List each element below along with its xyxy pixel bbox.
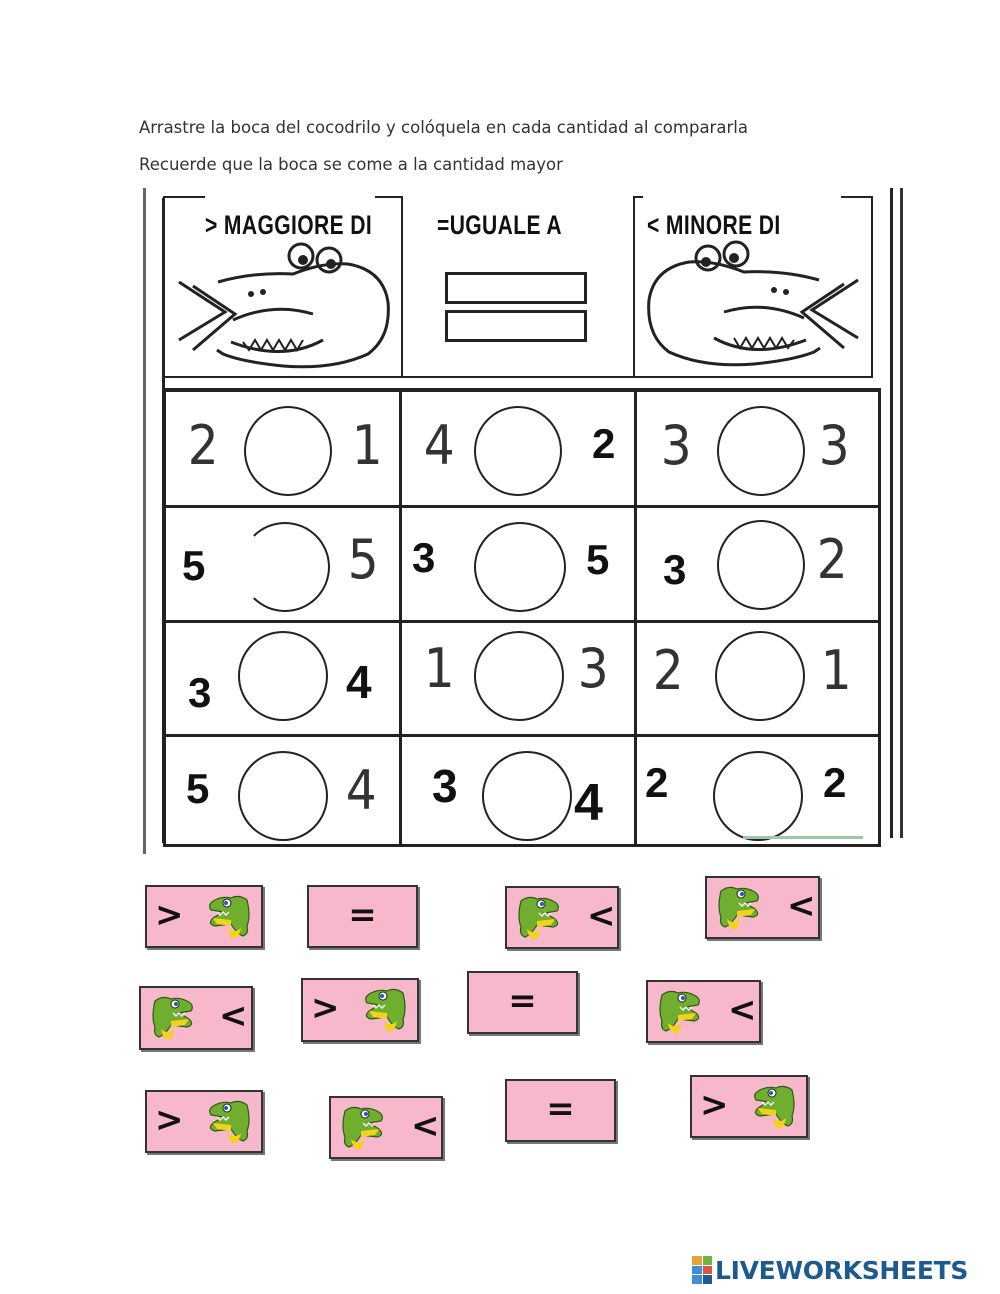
grid-underline bbox=[743, 836, 863, 839]
crocodile-icon bbox=[515, 895, 565, 941]
header-equal-label: =UGUALE A bbox=[437, 210, 563, 240]
equal-symbol: = bbox=[508, 981, 537, 1021]
greater-than-symbol: > bbox=[155, 1100, 184, 1140]
header-greater-label: > MAGGIORE DI bbox=[205, 210, 373, 240]
comparison-cell bbox=[637, 508, 875, 621]
comparison-cell bbox=[402, 623, 634, 736]
right-number: 2 bbox=[592, 420, 616, 467]
answer-drop-circle[interactable] bbox=[713, 751, 803, 841]
right-number: 2 bbox=[816, 528, 848, 591]
left-number: 2 bbox=[187, 414, 219, 477]
comparison-cell bbox=[166, 392, 399, 505]
left-number: 2 bbox=[652, 639, 684, 702]
equal-symbol: = bbox=[348, 895, 377, 935]
crocodile-icon bbox=[715, 885, 765, 931]
left-number: 3 bbox=[188, 669, 212, 716]
comparison-cell bbox=[637, 392, 875, 505]
left-number: 5 bbox=[186, 765, 210, 812]
greater-than-tile[interactable] bbox=[145, 885, 263, 948]
instruction-line-1: Arrastre la boca del cocodrilo y colóquela en cada cantidad al compararla bbox=[139, 118, 748, 137]
greater-than-symbol: > bbox=[155, 895, 184, 935]
comparison-cell bbox=[166, 623, 399, 736]
left-number: 3 bbox=[660, 414, 692, 477]
comparison-cell bbox=[166, 508, 399, 621]
right-number: 2 bbox=[823, 759, 847, 806]
equal-symbol: = bbox=[546, 1089, 575, 1129]
answer-drop-circle[interactable] bbox=[715, 631, 805, 721]
crocodile-icon bbox=[339, 1105, 389, 1151]
comparison-cell bbox=[402, 392, 634, 505]
greater-than-symbol: > bbox=[700, 1085, 729, 1125]
answer-drop-circle[interactable] bbox=[238, 751, 328, 841]
less-than-symbol: < bbox=[587, 896, 616, 936]
header-less-box bbox=[633, 196, 873, 378]
comparison-cell bbox=[402, 737, 634, 850]
less-than-tile[interactable] bbox=[329, 1096, 443, 1159]
answer-drop-circle[interactable] bbox=[474, 522, 566, 612]
crocodile-icon bbox=[656, 989, 706, 1035]
left-number: 4 bbox=[423, 414, 455, 477]
crocodile-icon bbox=[203, 894, 253, 940]
left-number: 2 bbox=[645, 759, 669, 806]
crocodile-icon bbox=[748, 1084, 798, 1130]
right-number: 1 bbox=[351, 414, 383, 477]
header-equal-box bbox=[399, 196, 635, 378]
less-than-tile[interactable] bbox=[705, 876, 820, 939]
equal-tile[interactable] bbox=[307, 885, 418, 948]
equal-sign-icon bbox=[445, 310, 587, 342]
answer-drop-circle[interactable] bbox=[474, 406, 562, 496]
less-than-symbol: < bbox=[411, 1106, 440, 1146]
greater-than-tile[interactable] bbox=[301, 978, 419, 1042]
less-than-symbol: < bbox=[787, 886, 816, 926]
right-number: 4 bbox=[345, 759, 377, 822]
answer-drop-circle[interactable] bbox=[482, 751, 572, 841]
crocodile-less-icon bbox=[639, 240, 864, 372]
right-number: 5 bbox=[347, 528, 379, 591]
instruction-line-2: Recuerde que la boca se come a la cantidad mayor bbox=[139, 155, 563, 174]
crocodile-icon bbox=[203, 1099, 253, 1145]
frame-line bbox=[890, 188, 893, 838]
greater-than-symbol: > bbox=[311, 988, 340, 1028]
header-less-label: < MINORE DI bbox=[647, 210, 781, 240]
comparison-grid bbox=[163, 388, 881, 847]
liveworksheets-logo bbox=[692, 1252, 968, 1288]
header-greater-box bbox=[163, 196, 403, 378]
right-number: 5 bbox=[586, 536, 610, 583]
less-than-symbol: < bbox=[219, 996, 248, 1036]
equal-sign-icon bbox=[445, 272, 587, 304]
left-number: 5 bbox=[182, 542, 206, 589]
liveworksheets-logo-icon bbox=[692, 1256, 712, 1284]
left-number: 3 bbox=[663, 546, 687, 593]
greater-than-tile[interactable] bbox=[690, 1075, 808, 1138]
less-than-tile[interactable] bbox=[505, 886, 619, 949]
equal-tile[interactable] bbox=[467, 971, 578, 1034]
answer-drop-circle[interactable] bbox=[717, 520, 805, 610]
frame-line bbox=[900, 188, 903, 838]
less-than-symbol: < bbox=[728, 990, 757, 1030]
answer-drop-circle[interactable] bbox=[717, 406, 805, 496]
right-number: 3 bbox=[818, 414, 850, 477]
greater-than-tile[interactable] bbox=[145, 1090, 263, 1153]
answer-drop-circle[interactable] bbox=[240, 522, 330, 612]
answer-drop-circle[interactable] bbox=[244, 406, 332, 496]
comparison-cell bbox=[637, 737, 875, 850]
worksheet-image bbox=[143, 188, 905, 856]
right-number: 3 bbox=[577, 637, 609, 700]
right-number: 4 bbox=[574, 774, 603, 832]
comparison-cell bbox=[402, 508, 634, 621]
left-number: 1 bbox=[423, 637, 455, 700]
crocodile-icon bbox=[359, 987, 409, 1033]
logo-text: LIVEWORKSHEETS bbox=[715, 1255, 969, 1285]
right-number: 4 bbox=[346, 656, 372, 708]
answer-drop-circle[interactable] bbox=[238, 631, 328, 721]
crocodile-greater-icon bbox=[173, 242, 398, 374]
left-number: 3 bbox=[432, 760, 458, 812]
less-than-tile[interactable] bbox=[139, 986, 253, 1050]
left-number: 3 bbox=[412, 534, 436, 581]
equal-tile[interactable] bbox=[505, 1079, 616, 1142]
comparison-cell bbox=[166, 737, 399, 850]
right-number: 1 bbox=[820, 639, 852, 702]
answer-drop-circle[interactable] bbox=[474, 631, 564, 721]
comparison-cell bbox=[637, 623, 875, 736]
frame-line bbox=[143, 188, 146, 854]
crocodile-icon bbox=[149, 995, 199, 1041]
less-than-tile[interactable] bbox=[646, 980, 761, 1043]
